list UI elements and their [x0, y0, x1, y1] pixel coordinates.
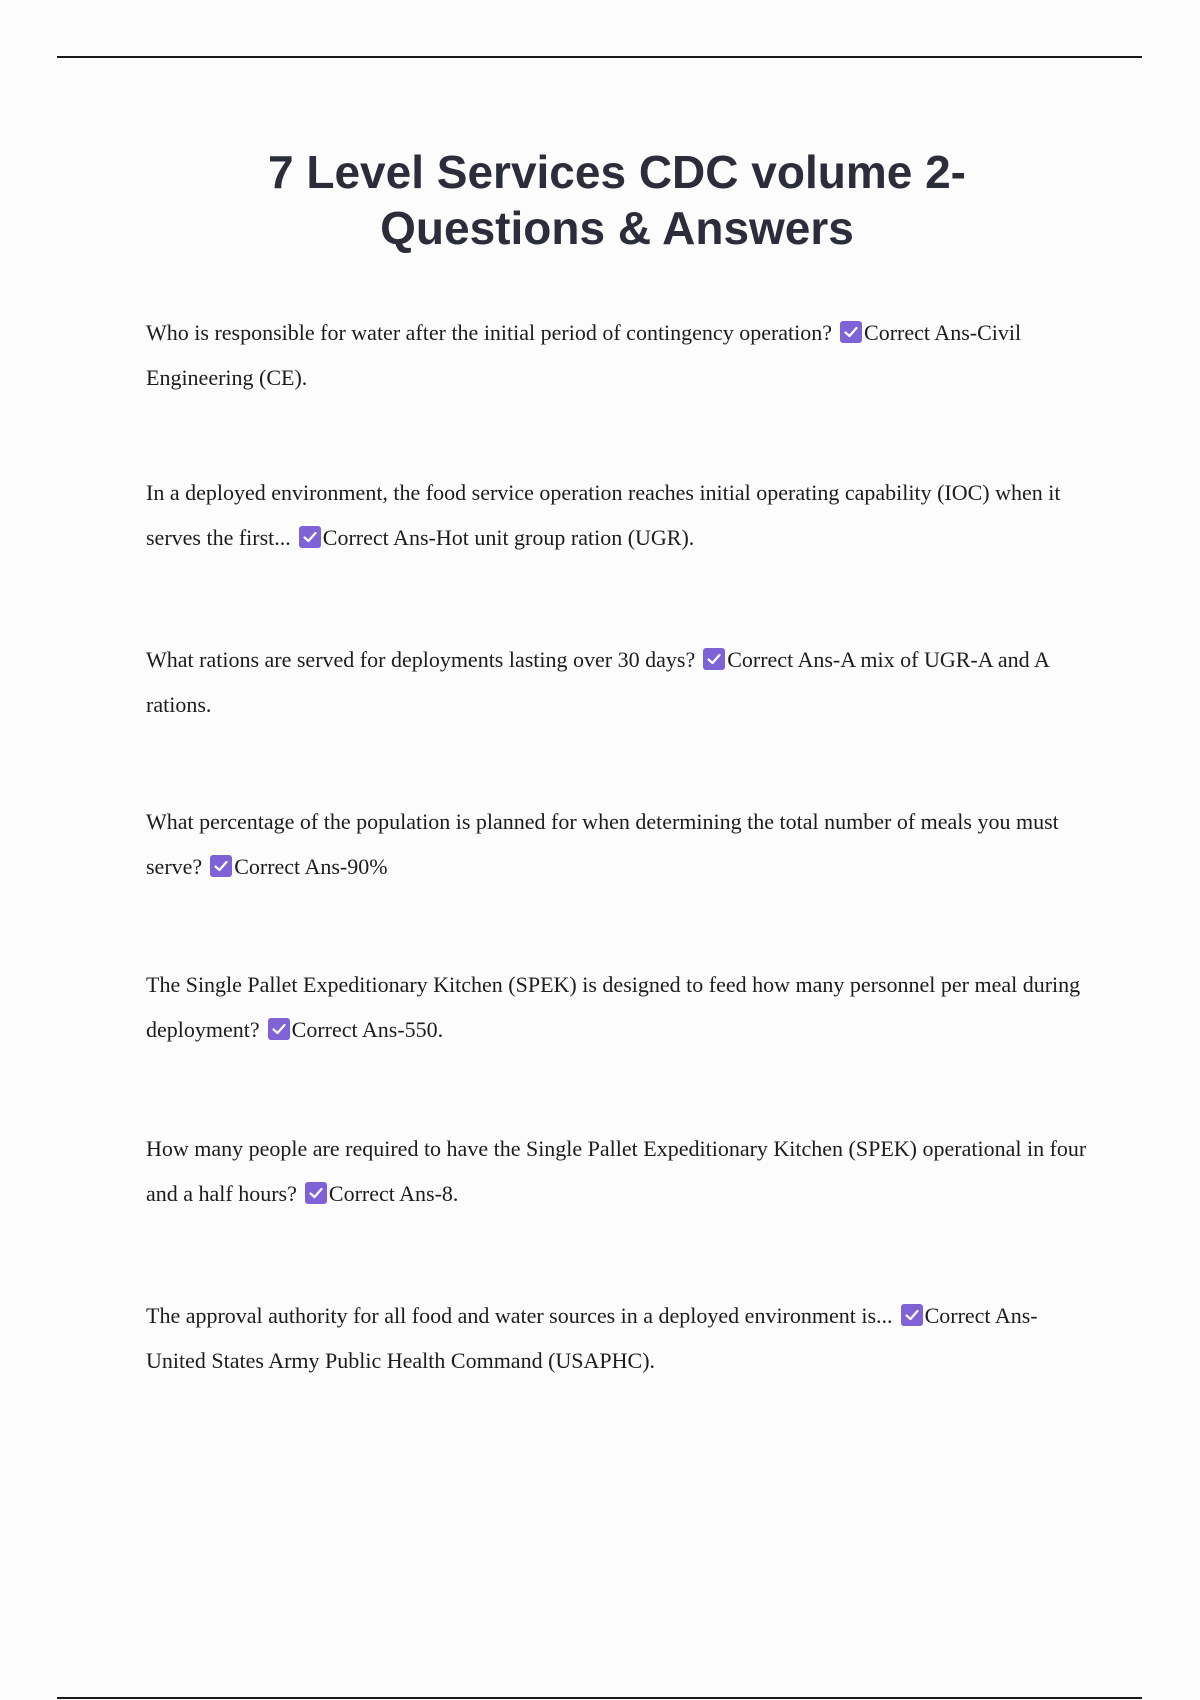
- question-text: What percentage of the population is planned for when determining the total number of meals you must serve?: [146, 809, 1059, 879]
- qa-item-1: [146, 310, 1096, 400]
- bottom-rule: [57, 1697, 1142, 1699]
- check-box-icon: [268, 1018, 290, 1040]
- answer-text: Correct Ans-A mix of UGR-A and A rations.: [146, 647, 1049, 717]
- qa-item-3: [146, 637, 1096, 727]
- check-box-icon: [305, 1182, 327, 1204]
- check-box-icon: [703, 648, 725, 670]
- page-title: [100, 144, 1134, 256]
- question-text: How many people are required to have the Single Pallet Expeditionary Kitchen (SPEK) operational in four and a half hours?: [146, 1136, 1087, 1206]
- check-box-icon: [840, 321, 862, 343]
- check-box-icon: [299, 526, 321, 548]
- check-box-icon: [210, 855, 232, 877]
- question-text: The Single Pallet Expeditionary Kitchen (SPEK) is designed to feed how many personnel per meal during deployment?: [146, 972, 1081, 1042]
- answer-text: Correct Ans-8.: [328, 1181, 459, 1206]
- check-box-icon: [901, 1304, 923, 1326]
- question-text: What rations are served for deployments lasting over 30 days?: [146, 647, 696, 672]
- answer-text: Correct Ans-90%: [234, 854, 388, 879]
- question-text: The approval authority for all food and water sources in a deployed environment is...: [146, 1303, 893, 1328]
- page-title-line-2: Questions & Answers: [380, 202, 854, 254]
- top-rule: [57, 56, 1142, 58]
- answer-text: Correct Ans-Civil Engineering (CE).: [146, 320, 1022, 390]
- qa-item-6: [146, 1126, 1096, 1216]
- page-title-line-1: 7 Level Services CDC volume 2-: [268, 146, 966, 198]
- qa-item-5: [146, 962, 1096, 1052]
- question-text: Who is responsible for water after the initial period of contingency operation?: [146, 320, 833, 345]
- question-text: In a deployed environment, the food service operation reaches initial operating capability (IOC) when it serves the first...: [146, 480, 1061, 550]
- answer-text: Correct Ans-United States Army Public Health Command (USAPHC).: [146, 1303, 1038, 1373]
- qa-item-4: [146, 799, 1096, 889]
- qa-item-2: [146, 470, 1096, 560]
- answer-text: Correct Ans-550.: [291, 1017, 444, 1042]
- answer-text: Correct Ans-Hot unit group ration (UGR).: [322, 525, 695, 550]
- qa-item-7: [146, 1293, 1096, 1383]
